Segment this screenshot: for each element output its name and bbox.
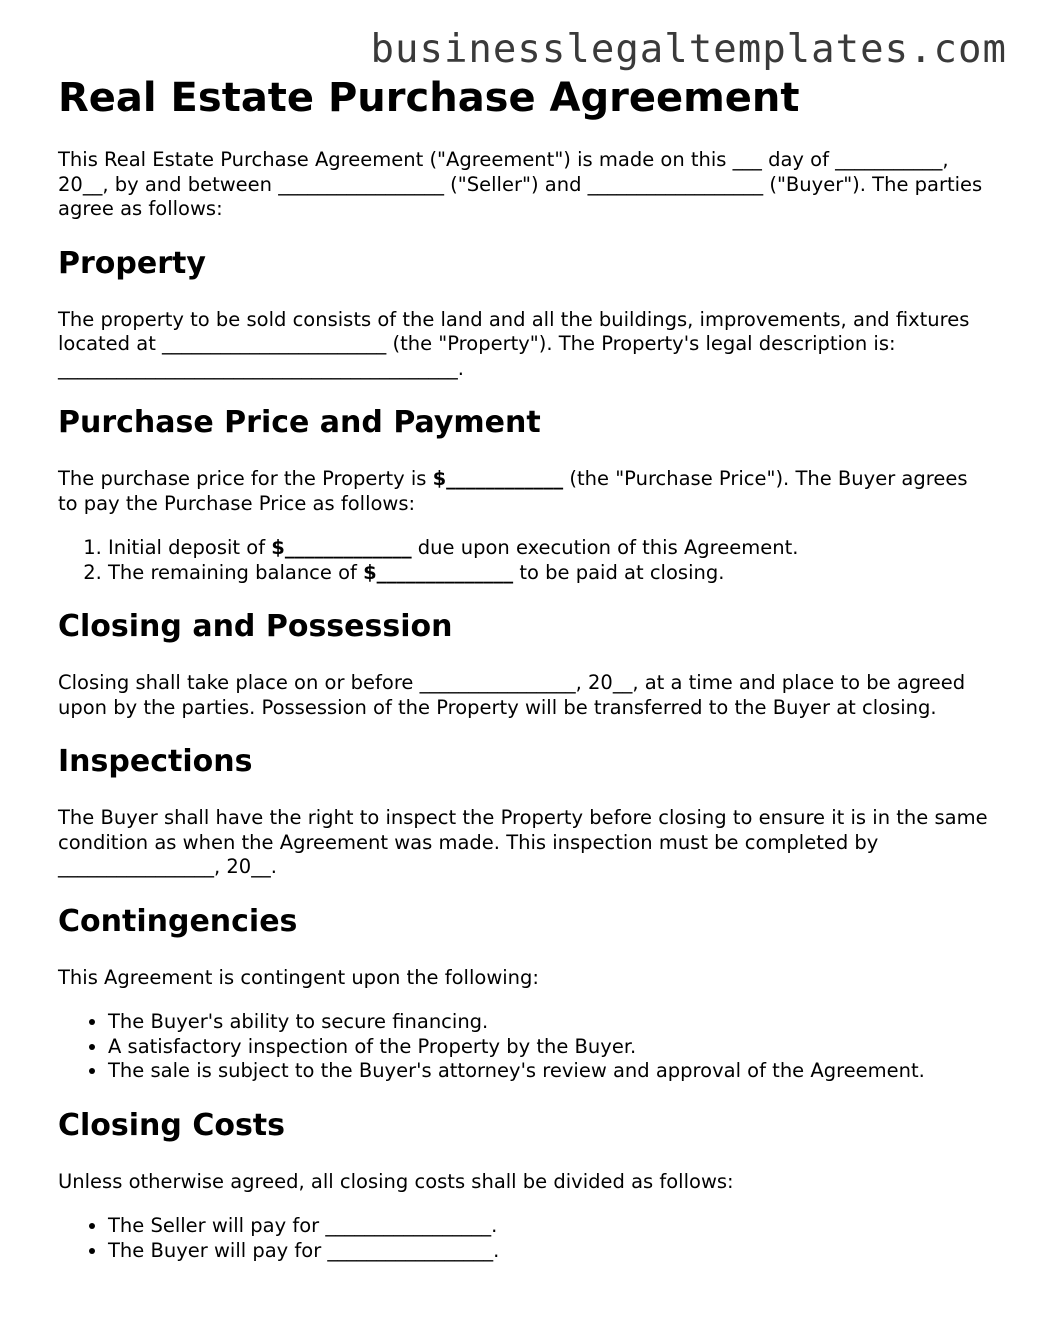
- property-paragraph: The property to be sold consists of the land and all the buildings, improvements, and fixtures located at _______________________ (the "Property"). The Property's legal description is: _________________________________________.: [58, 307, 970, 380]
- purchase-paragraph: [58, 467, 988, 516]
- contingencies-heading: Contingencies: [58, 903, 298, 939]
- closing-paragraph: Closing shall take place on or before ________________, 20__, at a time and place to be agreed upon by the parties. Possession of the Property will be transferred to the Buyer at closing.: [58, 671, 966, 719]
- purchase-text-before: The purchase price for the Property is: [58, 467, 433, 490]
- purchase-text-after: (the "Purchase Price"). The Buyer agrees to pay the Purchase Price as follows:: [58, 467, 968, 515]
- deposit-blank: $_____________: [271, 536, 412, 559]
- list-item: • The Buyer will pay for _________________.: [108, 1239, 988, 1264]
- deposit-text-after: due upon execution of this Agreement.: [411, 536, 799, 559]
- closing-heading: Closing and Possession: [58, 609, 453, 644]
- site-watermark: businesslegaltemplates.com: [370, 27, 1007, 72]
- costs-heading: Closing Costs: [58, 1107, 286, 1143]
- contingencies-paragraph: This Agreement is contingent upon the following:: [58, 965, 539, 989]
- costs-list: [58, 1214, 988, 1263]
- list-item: • The Seller will pay for _________________.: [108, 1214, 988, 1239]
- list-item: [108, 536, 988, 561]
- inspections-paragraph: The Buyer shall have the right to inspect the Property before closing to ensure it is in the same condition as when the Agreement was made. This inspection must be completed by ________________, 20__.: [58, 806, 988, 878]
- balance-text-before: The remaining balance of: [108, 560, 364, 584]
- inspections-heading: Inspections: [58, 744, 253, 779]
- contingencies-list: [58, 1010, 988, 1084]
- document-title: Real Estate Purchase Agreement: [58, 75, 800, 121]
- purchase-price-blank: $____________: [432, 467, 564, 490]
- list-item: • The Buyer's ability to secure financing.: [108, 1010, 988, 1035]
- intro-paragraph: This Real Estate Purchase Agreement ("Agreement") is made on this ___ day of ___________, 20__, by and between _________________ ("Seller") and __________________ ("Buyer"). The parties agree as follows:: [58, 148, 983, 220]
- purchase-heading: Purchase Price and Payment: [58, 405, 541, 440]
- list-item: • A satisfactory inspection of the Property by the Buyer.: [108, 1035, 988, 1060]
- balance-text-after: to be paid at closing.: [513, 560, 725, 584]
- property-heading: Property: [58, 245, 206, 281]
- payment-list: [58, 536, 988, 585]
- list-item: [108, 561, 988, 586]
- balance-blank: $______________: [363, 560, 514, 584]
- deposit-text-before: Initial deposit of: [108, 536, 272, 559]
- list-item: • The sale is subject to the Buyer's attorney's review and approval of the Agreement.: [108, 1059, 988, 1084]
- document-page: [58, 74, 988, 1263]
- costs-paragraph: Unless otherwise agreed, all closing costs shall be divided as follows:: [58, 1169, 734, 1193]
